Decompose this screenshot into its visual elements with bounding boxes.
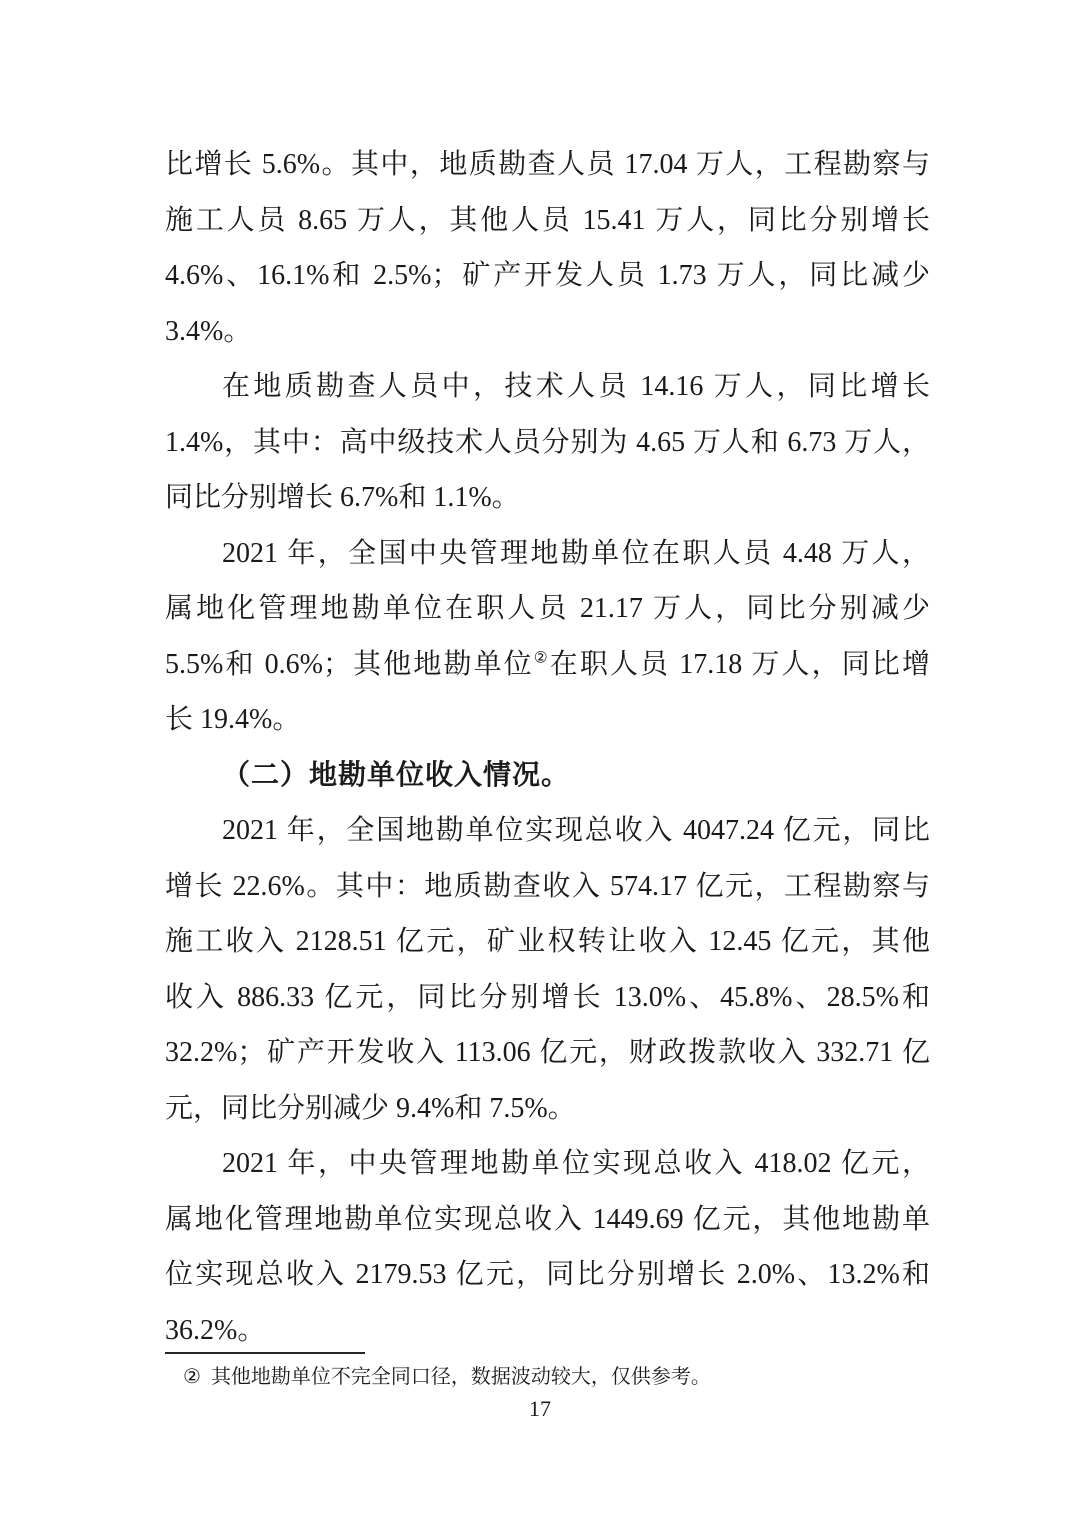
- text-line: 同比分别增长 6.7%和 1.1%。: [165, 482, 520, 513]
- text-line: 长 19.4%。: [165, 704, 301, 735]
- paragraph: [165, 359, 930, 526]
- paragraph: [165, 526, 930, 748]
- text-line: 施工收入 2128.51 亿元，矿业权转让收入 12.45 亿元，其他: [165, 926, 930, 957]
- document-body: [165, 137, 930, 1358]
- text-line: 属地化管理地勘单位实现总收入 1449.69 亿元，其他地勘单: [165, 1203, 930, 1235]
- footnote-marker: ②: [183, 1366, 201, 1388]
- text-line: 2021 年，中央管理地勘单位实现总收入 418.02 亿元，: [222, 1148, 930, 1179]
- text-line: 在地质勘查人员中，技术人员 14.16 万人，同比增长: [222, 371, 930, 402]
- text-line: 增长 22.6%。其中：地质勘查收入 574.17 亿元，工程勘察与: [165, 870, 930, 902]
- text-line: 元，同比分别减少 9.4%和 7.5%。: [165, 1092, 576, 1124]
- paragraph: [165, 1136, 930, 1358]
- page-number: 17: [529, 1396, 551, 1421]
- footnote-block: [165, 1352, 930, 1390]
- footnote: [165, 1364, 930, 1390]
- text-line: 属地化管理地勘单位在职人员 21.17 万人，同比分别减少: [165, 593, 930, 624]
- text-line: 1.4%，其中：高中级技术人员分别为 4.65 万人和 6.73 万人，: [165, 426, 930, 458]
- text-line: 施工人员 8.65 万人，其他人员 15.41 万人，同比分别增长: [165, 204, 930, 236]
- text-line: （二）地勘单位收入情况。: [222, 759, 571, 791]
- text-line: 5.5%和 0.6%；其他地勘单位②在职人员 17.18 万人，同比增: [165, 648, 930, 680]
- paragraph: [165, 803, 930, 1136]
- text-line: 2021 年，全国地勘单位实现总收入 4047.24 亿元，同比: [222, 815, 930, 846]
- text-line: 32.2%；矿产开发收入 113.06 亿元，财政拨款收入 332.71 亿: [165, 1037, 930, 1068]
- section-heading: [165, 748, 930, 804]
- text-line: 位实现总收入 2179.53 亿元，同比分别增长 2.0%、13.2%和: [165, 1259, 930, 1290]
- text-line: 4.6%、16.1%和 2.5%；矿产开发人员 1.73 万人，同比减少: [165, 260, 930, 291]
- text-line: 比增长 5.6%。其中，地质勘查人员 17.04 万人，工程勘察与: [165, 149, 930, 180]
- footnote-separator: [165, 1352, 365, 1354]
- text-line: 收入 886.33 亿元，同比分别增长 13.0%、45.8%、28.5%和: [165, 981, 930, 1013]
- paragraph: [165, 137, 930, 359]
- text-line: 3.4%。: [165, 315, 252, 347]
- text-line: 2021 年，全国中央管理地勘单位在职人员 4.48 万人，: [222, 537, 930, 569]
- text-line: 36.2%。: [165, 1314, 266, 1346]
- footnote-reference-marker: ②: [533, 649, 550, 667]
- footnote-text: 其他地勘单位不完全同口径，数据波动较大，仅供参考。: [210, 1366, 711, 1388]
